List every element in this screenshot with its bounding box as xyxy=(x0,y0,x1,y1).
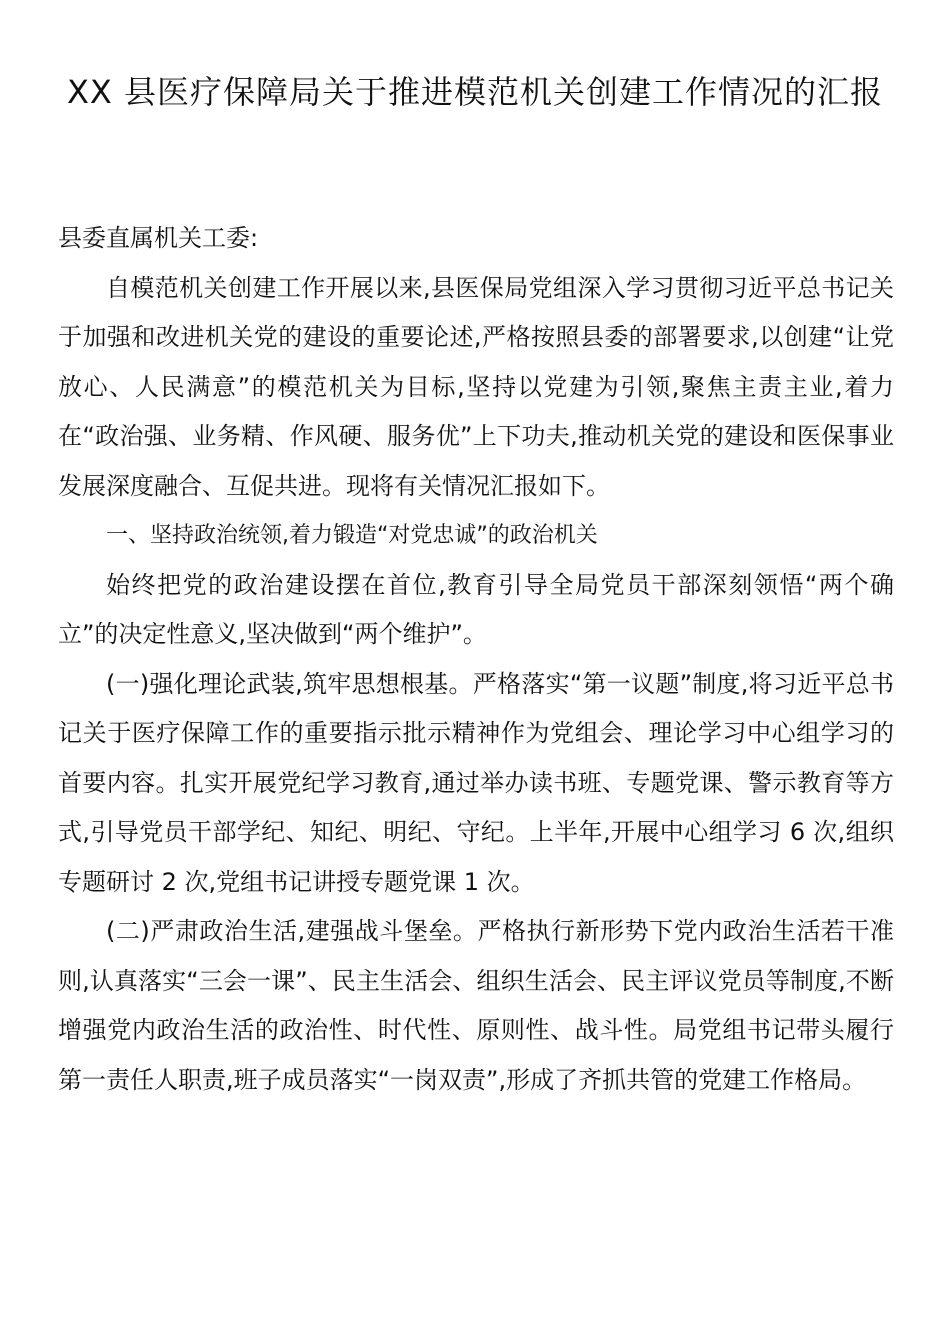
intro-paragraph: 自模范机关创建工作开展以来,县医保局党组深入学习贯彻习近平总书记关于加强和改进机关党的建设的重要论述,严格按照县委的部署要求,以创建“让党放心、人民满意”的模范机关为目标,坚持以党建为引领,聚焦主责主业,着力在“政治强、业务精、作风硬、服务优”上下功夫,推动机关党的建设和医保事业发展深度融合、互促共进。现将有关情况汇报如下。 xyxy=(58,273,894,500)
subsection-paragraph-1: (一)强化理论武装,筑牢思想根基。严格落实“第一议题”制度,将习近平总书记关于医疗保障工作的重要指示批示精神作为党组会、理论学习中心组学习的首要内容。扎实开展党纪学习教育,通过举办读书班、专题党课、警示教育等方式,引导党员干部学纪、知纪、明纪、守纪。上半年,开展中心组学习 6 次,组织专题研讨 2 次,党组书记讲授专题党课 1 次。 xyxy=(58,669,894,896)
section-intro-paragraph: 始终把党的政治建设摆在首位,教育引导全局党员干部深刻领悟“两个确立”的决定性意义,坚决做到“两个维护”。 xyxy=(58,570,894,648)
document-title: XX 县医疗保障局关于推进模范机关创建工作情况的汇报 xyxy=(66,73,884,111)
document-body xyxy=(58,214,894,1105)
subsection-paragraph-2: (二)严肃政治生活,建强战斗堡垒。严格执行新形势下党内政治生活若干准则,认真落实“三会一课”、民主生活会、组织生活会、民主评议党员等制度,不断增强党内政治生活的政治性、时代性、原则性、战斗性。局党组书记带头履行第一责任人职责,班子成员落实“一岗双责”,形成了齐抓共管的党建工作格局。 xyxy=(58,917,894,1094)
section-heading-1: 一、坚持政治统领,着力锻造“对党忠诚”的政治机关 xyxy=(106,523,598,548)
salutation: 县委直属机关工委: xyxy=(58,224,259,252)
